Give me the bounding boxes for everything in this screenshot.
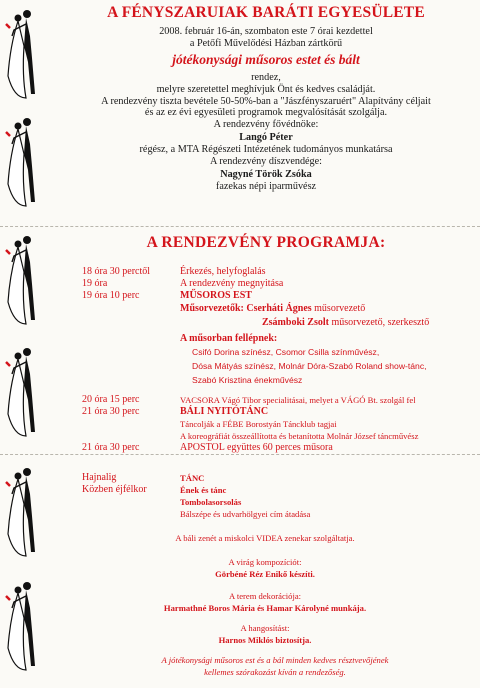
dancing-couple-icon [4, 232, 42, 328]
program-desc: Érkezés, helyfoglalás [180, 266, 266, 277]
host-1-name: Cserháti Ágnes [246, 303, 312, 314]
night-section [0, 456, 480, 688]
dancing-couple-icon [4, 344, 42, 440]
closing-line-2: kellemes szórakozást kíván a rendezőség. [204, 667, 346, 678]
program-detail: A koreográfiát összeállította és betanította Molnár József táncművész [180, 431, 419, 441]
program-time: 18 óra 30 perctől [82, 266, 151, 277]
program-time: 20 óra 15 perc [82, 394, 140, 405]
program-desc: A rendezvény megnyitása [180, 278, 284, 289]
guest-label: A rendezvény díszvendége: [209, 155, 323, 167]
perforation-line [0, 454, 480, 455]
sound-label: A hangosítást: [240, 623, 290, 633]
program-desc: APOSTOL együttes 60 perces műsora [180, 442, 333, 453]
deco-name: Harmathné Boros Mária és Hamar Károlyné munkája. [163, 603, 367, 614]
program-title: A RENDEZVÉNY PROGRAMJA: [146, 234, 386, 251]
host-2-name: Zsámboki Zsolt [262, 317, 329, 328]
night-item: TÁNC [180, 473, 205, 483]
music-line: A báli zenét a miskolci VIDEA zenekar szolgáltatja. [175, 533, 355, 543]
program-desc: VACSORA Vágó Tibor specialitásai, melyet a VÁGÓ Bt. szolgál fel [180, 395, 416, 405]
dancer-strip [0, 456, 46, 688]
proceeds-line-1: A rendezvény tiszta bevétele 50-50%-ban a "Jászfényszaruért" Alapítvány céljait [101, 95, 431, 107]
guest-name: Nagyné Török Zsóka [220, 168, 312, 180]
program-time: 19 óra [82, 278, 108, 289]
sound-name: Harnos Miklós biztosítja. [218, 635, 312, 646]
invitation-section [0, 0, 480, 226]
performers-line: Dósa Mátyás színész, Molnár Dóra-Szabó Roland show-tánc, [192, 361, 427, 371]
program-desc: MŰSOROS EST [180, 290, 252, 301]
night-time: Közben éjfélkor [82, 484, 147, 495]
program-section [0, 228, 480, 454]
program-detail: Táncolják a FÉBE Borostyán Táncklub tagjai [180, 419, 337, 429]
guest-title: fazekas népi iparművész [215, 180, 317, 192]
flower-name: Görbéné Réz Enikő készíti. [215, 569, 315, 580]
program-desc: BÁLI NYITÓTÁNC [180, 406, 269, 417]
host-2-role: műsorvezető, szerkesztő [331, 317, 430, 328]
night-item: Bálszépe és udvarhölgyei cím átadása [180, 509, 311, 519]
program-time: 21 óra 30 perc [82, 442, 140, 453]
event-title: jótékonysági műsoros estet és bált [172, 52, 360, 67]
dancing-couple-icon [4, 578, 42, 674]
host-label: Műsorvezetők: [180, 303, 244, 314]
patron-name: Langó Péter [239, 131, 293, 143]
place-line: a Petőfi Művelődési Házban zártkörű [189, 38, 343, 50]
dancing-couple-icon [4, 114, 42, 210]
patron-label: A rendezvény fővédnöke: [213, 119, 319, 131]
patron-title: régész, a MTA Régészeti Intézetének tudományos munkatársa [139, 143, 393, 155]
host-line-1 [180, 303, 365, 315]
host-1-role: műsorvezető [314, 303, 366, 314]
program-time: 21 óra 30 perc [82, 406, 140, 417]
invite-line-1: rendez, [251, 72, 281, 83]
performers-label: A műsorban fellépnek: [180, 333, 278, 344]
flower-label: A virág kompozíciót: [228, 557, 302, 567]
closing-line-1: A jótékonysági műsoros est és a bál minden kedves résztvevőjének [161, 655, 389, 665]
performers-line: Szabó Krisztina énekművész [192, 375, 303, 385]
invite-line-2: melyre szeretettel meghívjuk Önt és kedves családját. [156, 83, 376, 95]
org-title: A FÉNYSZARUIAK BARÁTI EGYESÜLETE [107, 4, 425, 21]
perforation-line [0, 226, 480, 227]
night-time: Hajnalig [82, 472, 117, 483]
night-item: Tombolasorsolás [180, 497, 242, 507]
performers-line: Csifó Dorina színész, Csomor Csilla színművész, [192, 347, 380, 357]
deco-label: A terem dekorációja: [228, 591, 302, 601]
night-item: Ének és tánc [180, 485, 227, 495]
dancer-strip [0, 228, 46, 454]
proceeds-line-2: és az ez évi egyesületi programok megvalósítását szolgálja. [144, 107, 388, 119]
dancing-couple-icon [4, 6, 42, 102]
host-line-2 [262, 317, 429, 329]
date-line: 2008. február 16-án, szombaton este 7 órai kezdettel [159, 26, 373, 37]
dancer-strip [0, 0, 46, 226]
program-time: 19 óra 10 perc [82, 290, 140, 301]
dancing-couple-icon [4, 464, 42, 560]
